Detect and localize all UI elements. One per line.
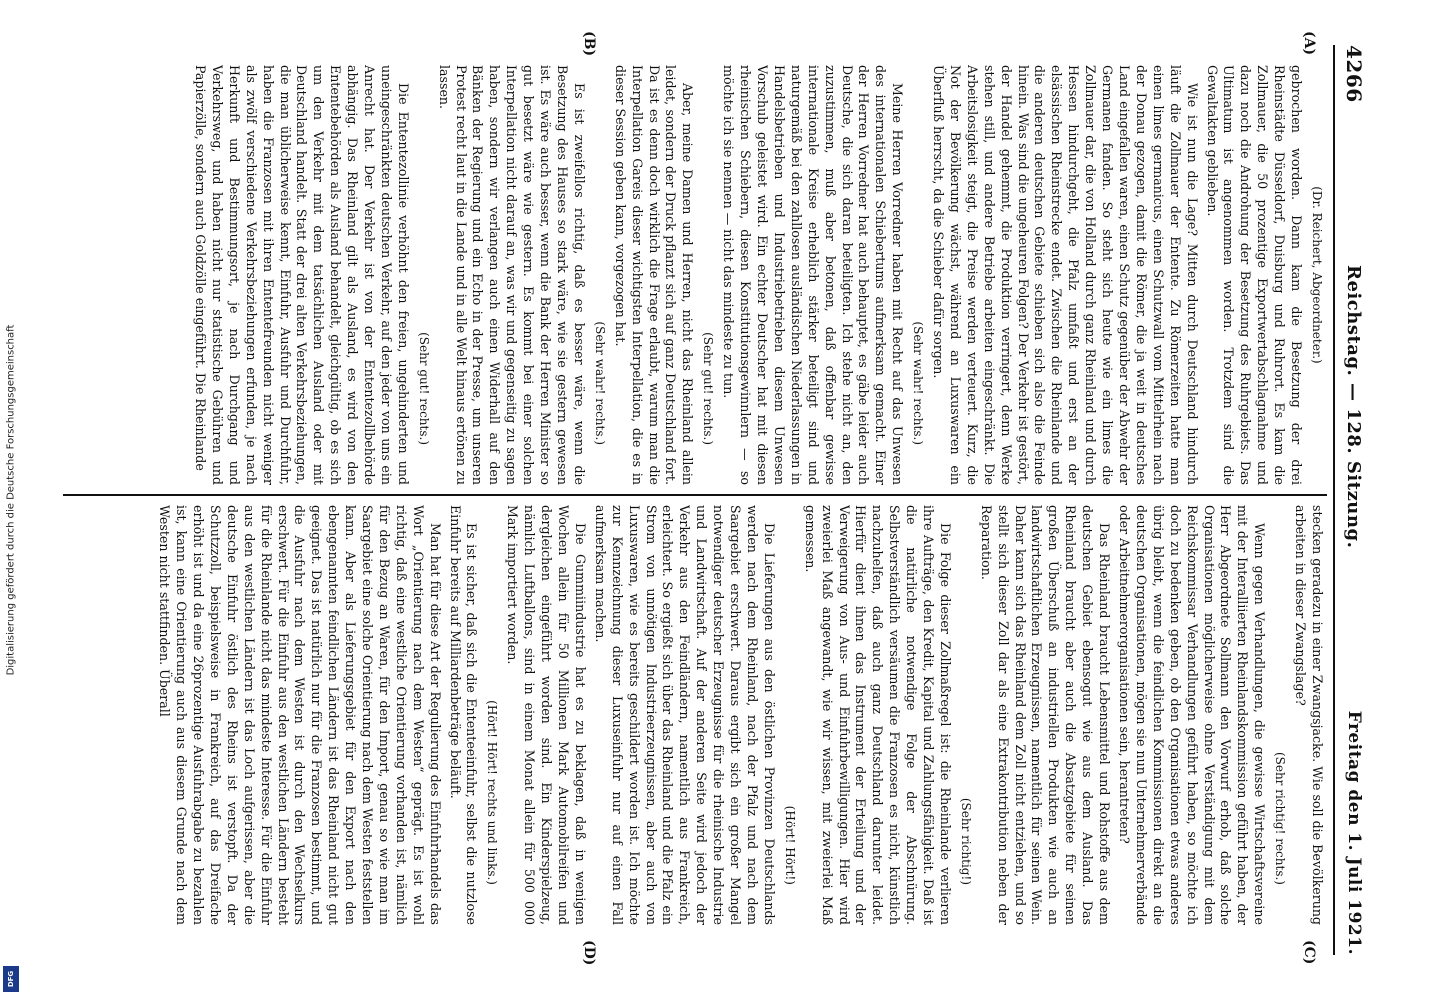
- paragraph: gebrochen worden. Dann kam die Besetzung der drei Rheinstädte Düsseldorf, Duisburg und Ruhrort. Es kam die Zollmauer, die 50 prozentige Exportwertabschlagnahme und dazu noch die Androhung der Besetzung des Ruhrgebiets. Das Ultimatum ist angenommen worden. Trotzdem sind die Gewaltakten geblieben.: [1204, 65, 1305, 485]
- dfg-logo-icon: [3, 966, 19, 992]
- speaker-line: (Dr. Reichert, Abgeordneter.): [1310, 186, 1324, 364]
- paragraph: Es ist zweifellos richtig, daß es besser wäre, wenn die Besetzung des Hauses so stark wäre, wie sie gestern gewesen ist. Es wäre auch besser, wenn die Bank der Herren Minister so gut besetzt wäre wie gestern. Es kommt bei einer solchen Interpellation nicht darauf an, was wir und gegenseitig zu sagen haben, sondern wir verlangen auch einen Widerhall auf den Bänken der Regierung und ein Echo in der Presse, um unseren Protest recht laut in die Lande und in alle Welt hinaus ertönen zu lassen.: [436, 65, 587, 485]
- document-page: [47, 25, 1387, 975]
- paragraph: Wie ist nun die Lage? Mitten durch Deutschland hindurch läuft die Zollmauer der Entente. Zu Römerzeiten hatte man einen limes germanicus, einen Schutzwall vom Mittelrhein nach der Donau gezogen, damit die Römer, die ja weit in deutsches Land eingefallen waren, einen Schutz gegenüber der Abwehr der Germanen fanden. So steht sich heute wie ein limes die Zollmauer dar, die von Holland durch ganz Rheinland und durch Hessen hindurchgeht, die Pfalz umfaßt und erst an der elsässischen Rheinstrecke endet. Zwischen die Rheinlande und die anderen deutschen Gebiete schieben sich also die Feinde hinein. Was sind die ungeheuren Folgen? Der Verkehr ist gestört, der Handel gehemmt, die Produktion verringert, denn Werke stehen still, und andere Betriebe arbeiten eingeschränkt. Die Arbeitslosigkeit steigt, die Preise werden verteuert. Kurz, die Not der Bevölkerung wächst, während an Luxuswaren ein Überfluß herrscht, da die Schieber dafür sorgen.: [931, 65, 1200, 485]
- interjection: (Hört! Hört!): [782, 805, 797, 885]
- left-column: [63, 65, 1325, 485]
- paragraph: Aber, meine Damen und Herren, nicht das Rheinland allein leidet, sondern der Druck pflanzt sich auf ganz Deutschland fort. Da ist es denn doch wirklich die Frage erlaubt, warum man die Interpellation Gareis dieser wichtigsten Interpellation, die es in dieser Session geben kann, vorgezogen hat.: [612, 65, 696, 485]
- credit-text: Digitalisierung gefördert durch die Deutsche Forschungsgemeinschaft: [5, 324, 17, 676]
- paragraph: Meine Herren Vorredner haben mit Recht auf das Unwesen des internationalen Schiebertums aufmerksam gemacht. Einer der Herren Vorredner hat auch behauptet, es gäbe leider auch Deutsche, die sich daran beteiligten. Ich stehe nicht an, den zuzustimmen, muß aber betonen, daß offenbar gewisse internationale Kreise erheblich stärker beteiligt sind und naturgemäß bei den zahllosen ausländischen Niederlassungen in Handelsbetrieben und Industriebetrieben diesem Unwesen Vorschub geleistet wird. Ein echter Deutscher hat mit diesen rheinischen Schiebern, diesen Konstitutionsgewinnlern — so möchte ich sie nennen — nicht das mindeste zu tun.: [721, 65, 906, 485]
- interjection: (Sehr wahr! rechts.): [592, 321, 607, 445]
- interjection: (Sehr gut! rechts.): [701, 332, 716, 445]
- paragraph: stecken geradezu in einer Zwangsjacke. Wie soll die Bevölkerung arbeiten in dieser Zwangslage?: [1293, 505, 1325, 925]
- paragraph: Die Lieferungen aus den östlichen Provinzen Deutschlands werden nach dem Rheinland, nach der Pfalz und nach dem Saargebiet erschwert. Daraus ergibt sich ein großer Mangel notwendiger deutscher Erzeugnisse für die rheinische Industrie und Landwirtschaft. Auf der anderen Seite wird jedoch der Verkehr aus den Feindländern, namentlich aus Frankreich, erleichtert. So ergießt sich über das Rheinland und die Pfalz ein Strom von unnötigen Industrieerzeugnissen, aber auch von Luxuswaren, wie es bereits geschildert worden ist. Ich möchte zur Kennzeichnung dieser Luxuseinfuhr nur auf einen Fall aufmerksam machen.: [592, 505, 777, 925]
- paragraph: Wenn gegen Verhandlungen, die gewisse Wirtschaftsvereine mit der Interalliierten Rheinlandskommission geführt haben, der Herr Abgeordnete Sollmann den Vorwurf erhob, daß solche Organisationen möglicherweise ohne Verständigung mit dem Reichskommissar Verhandlungen geführt haben, so möchte ich doch zu bedenken geben, ob den Organisationen etwas anderes übrig bleibt, wenn die feindlichen Kommissionen direkt an die deutschen Organisationen, mögen sie nun Unternehmerverbände oder Arbeitnehmerorganisationen sein, herantreten?: [1117, 505, 1268, 925]
- interjection: (Sehr wahr! rechts.): [911, 321, 926, 445]
- interjection: (Hört! Hört! rechts und links.): [485, 700, 500, 885]
- dfg-logo-label: DFG: [7, 970, 15, 988]
- margin-letter-d: (D): [581, 940, 597, 966]
- column-divider: [63, 494, 1327, 496]
- header-rule: [1333, 45, 1335, 955]
- interjection: (Sehr richtig!): [958, 797, 973, 885]
- paragraph: Die Folge dieser Zollmaßregel ist: die Rheinlande verlieren ihre Aufträge, den Kredit, Kapital und Zahlungsfähigkeit. Daß ist die natürliche notwendige Folge der Abschnürung. Selbstverständlich versäumen die Franzosen es nicht, künstlich nachzuhelfen, daß auch ganz Deutschland darunter leidet. Hierfür dient ihnen das Instrument der Erteilung und der Verweigerung von Aus- und Einfuhrbewilligungen. Hier wird zweierlei Maß angewandt, wie wir wissen, mit zweierlei Maß gemessen.: [802, 505, 953, 925]
- paragraph: Die Gummiindustrie hat es zu beklagen, daß in wenigen Wochen allein für 50 Millionen Mark Automobilreifen und dergleichen eingeführt worden sind. Ein Kinderspielzeug, nämlich Luftballons, sind in einem Monat allein für 500 000 Mark importiert worden.: [505, 505, 588, 925]
- page-number: 4266: [1342, 45, 1366, 103]
- right-column: [63, 505, 1325, 925]
- digitization-credit: [0, 0, 22, 1000]
- paragraph: Es ist sicher, daß sich die Ententeeinfuhr, selbst die nutzlose Einfuhr bereits auf Milliardenbeträge beläuft.: [447, 505, 480, 925]
- paragraph: Man hat für diese Art der Regulierung des Einfuhrhandels das Wort „Orientierung nach dem Westen“ geprägt. Es ist wohl richtig, daß eine westliche Orientierung vorhanden ist, nämlich für den Bezug an Waren, für den Import, genau so wie man im Saargebiet eine solche Orientierung nach dem Westen feststellen kann. Aber als Lieferungsgebiet für den Export nach den ebengenannten feindlichen Ländern ist das Rheinland nicht gut geeignet. Das ist natürlich nur für die Franzosen bestimmt, und die Ausfuhr nach dem Westen ist durch den Wechselkurs erschwert. Für die Einfuhr aus den westlichen Ländern besteht für die Rheinlande nicht das mindeste Interesse. Für die Einfuhr aus den westlichen Ländern ist das Loch aufgerissen, aber die deutsche Einfuhr östlich des Rheins ist verstopft. Da der Schutzzoll, beispielsweise in Frankreich, auf das Dreifache erhöht ist und da eine 26prozentige Ausfuhrabgabe zu bezahlen ist, kann eine Orientierung auch aus diesem Grunde nach dem Westen nicht stattfinden. Überall: [157, 505, 443, 925]
- running-head: [1339, 45, 1369, 955]
- paragraph: Die Ententezollinie verhöhnt den freien, ungehinderten und uneingeschränkten deutschen Verkehr, auf den jeder von uns ein Anrecht hat. Der Verkehr ist von der Ententezollbehörde abhängig. Das Rheinland gilt als Ausland, es wird von den Ententebehörden als Ausland behandelt, gleichgültig, ob es sich um den Verkehr mit dem tatsächlichen Ausland oder mit Deutschland handelt. Statt der drei alten Verkehrsbeziehungen, die man üblicherweise kennt, Einfuhr, Ausfuhr und Durchfuhr, haben die Franzosen mit ihren Ententefreunden nicht weniger als zwölf verschiedene Verkehrsbeziehungen erfunden, je nach Herkunft und Bestimmungsort, je nach Durchgang und Verkehrsweg, und haben nicht nur statistische Gebühren und Papierzölle, sondern auch Goldzölle eingeführt. Die Rheinlande: [193, 65, 411, 485]
- paragraph: Das Rheinland braucht Lebensmittel und Rohstoffe aus dem deutschen Gebiet ebensogut wie aus dem Ausland. Das Rheinland braucht aber auch die Absatzgebiete für seinen großen Überschuß an industriellen Produkten wie auch an landwirtschaftlichen Erzeugnissen, namentlich für seinen Wein. Daher kann sich das Rheinland dem Zoll nicht entziehen, und so stellt sich dieser Zoll dar als eine Extrakontribution neben der Reparation.: [978, 505, 1113, 925]
- session-title: Reichstag. — 128. Sitzung.: [1343, 265, 1365, 549]
- interjection: (Sehr gut! rechts.): [416, 332, 431, 445]
- margin-letter-a: (A): [1301, 31, 1317, 56]
- margin-letter-b: (B): [581, 31, 597, 57]
- session-date: Freitag den 1. Juli 1921.: [1344, 710, 1364, 955]
- margin-letter-c: (C): [1301, 940, 1317, 965]
- interjection: (Sehr richtig! rechts.): [1273, 751, 1288, 885]
